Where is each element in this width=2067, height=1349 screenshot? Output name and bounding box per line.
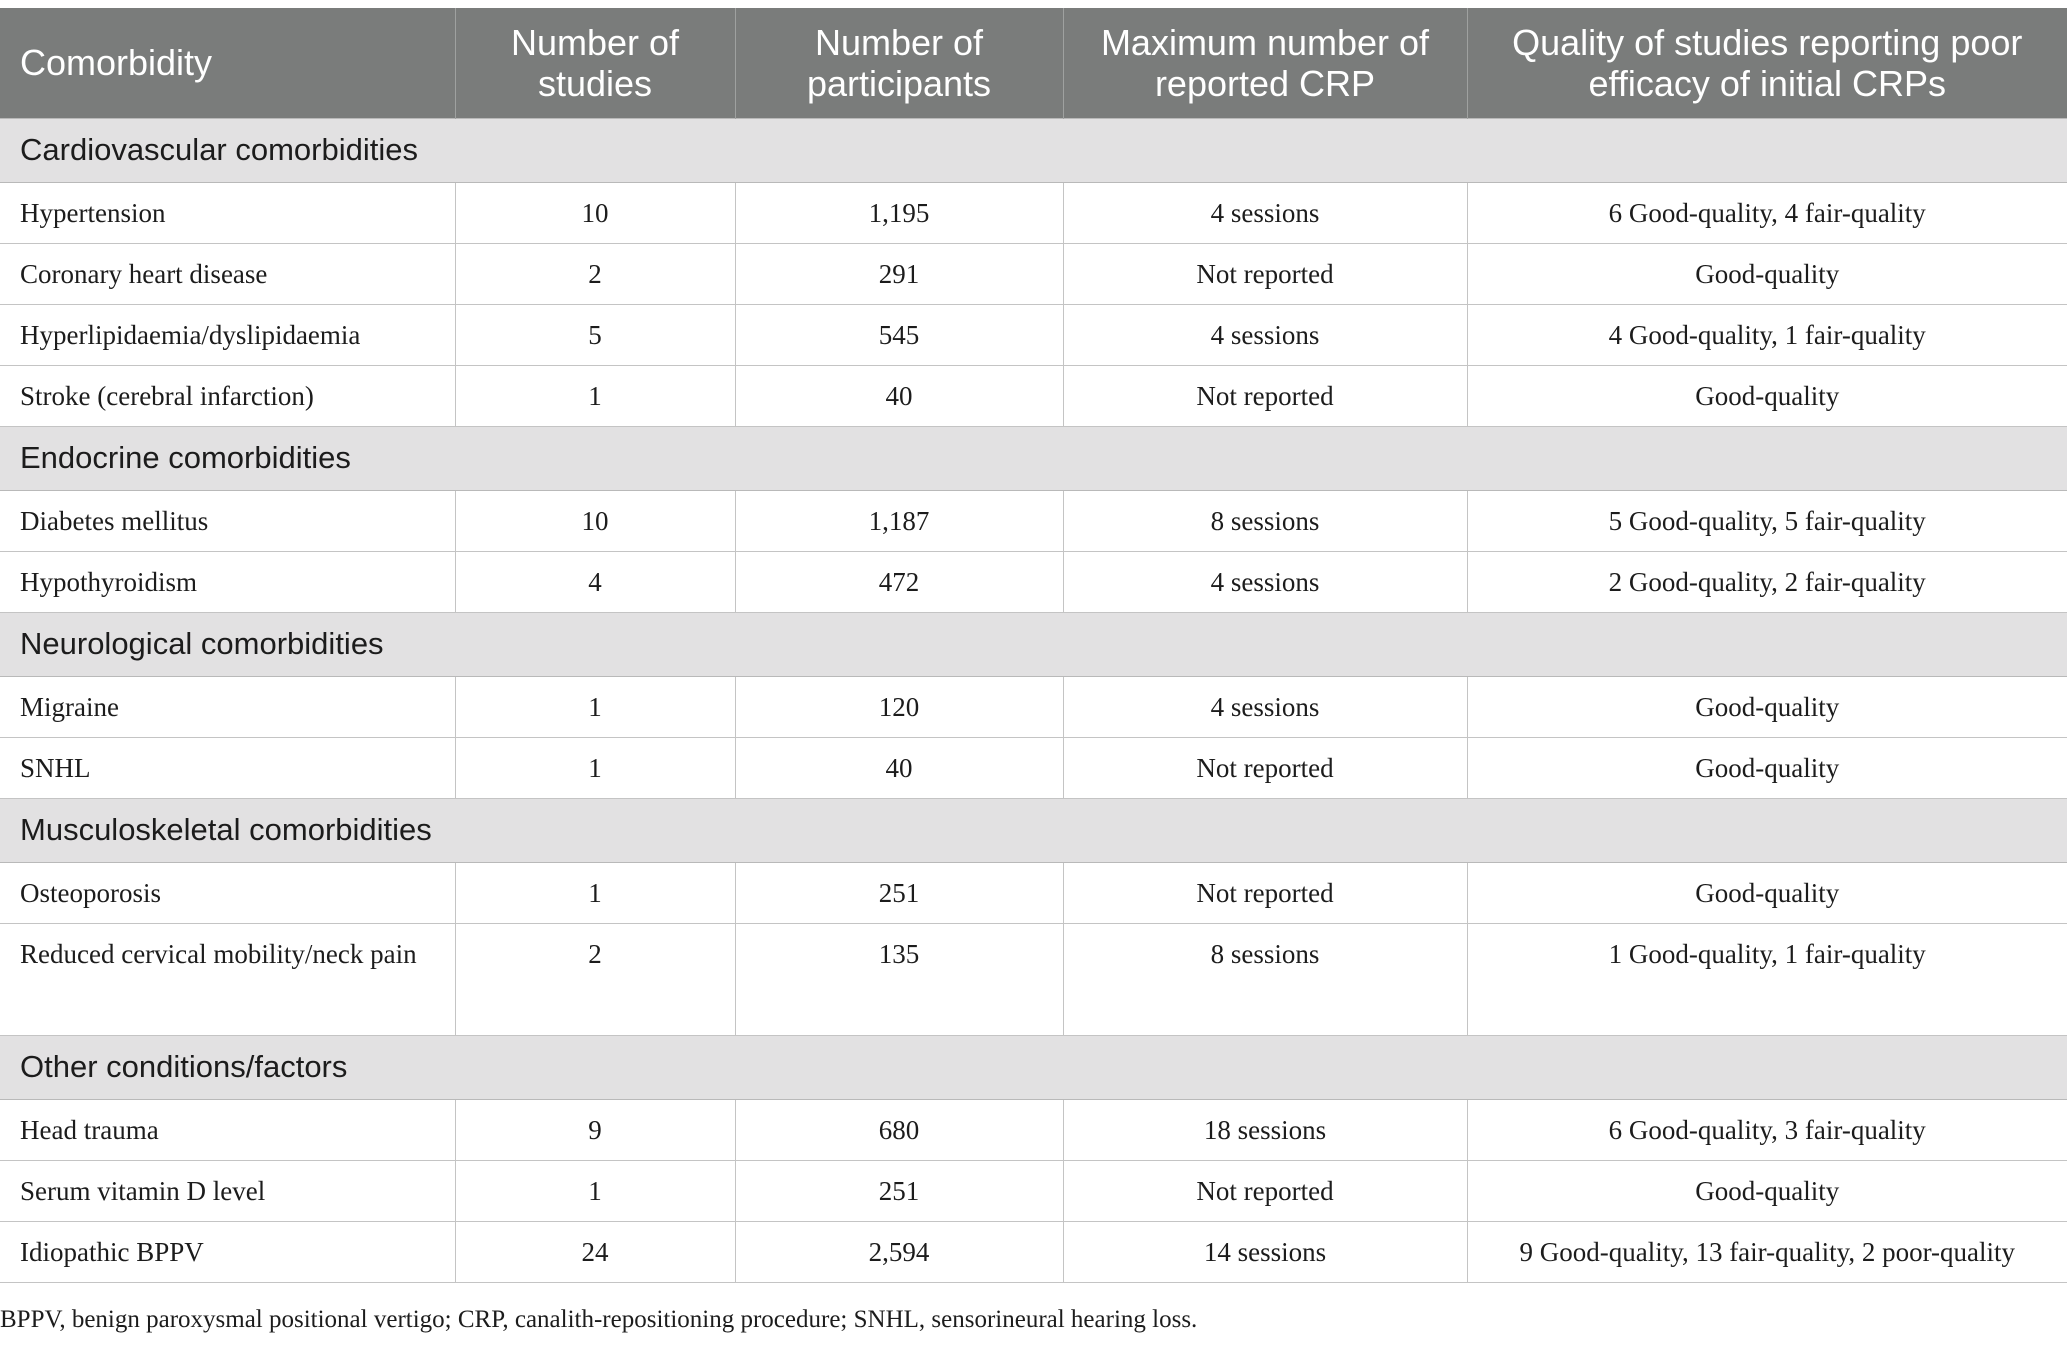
cell-studies: 10 (455, 490, 735, 551)
table-header (0, 8, 2067, 118)
cell-participants: 251 (735, 862, 1063, 923)
cell-comorbidity: Stroke (cerebral infarction) (0, 365, 455, 426)
cell-participants: 251 (735, 1160, 1063, 1221)
table-row (0, 923, 2067, 1035)
cell-studies: 4 (455, 551, 735, 612)
cell-studies: 24 (455, 1221, 735, 1282)
cell-quality: Good-quality (1467, 243, 2067, 304)
cell-max-crp: 4 sessions (1063, 182, 1467, 243)
cell-max-crp: 8 sessions (1063, 490, 1467, 551)
cell-studies: 5 (455, 304, 735, 365)
cell-comorbidity: Osteoporosis (0, 862, 455, 923)
table-row (0, 862, 2067, 923)
cell-comorbidity: Hyperlipidaemia/dyslipidaemia (0, 304, 455, 365)
cell-comorbidity: Serum vitamin D level (0, 1160, 455, 1221)
cell-max-crp: 4 sessions (1063, 304, 1467, 365)
comorbidity-table (0, 8, 2067, 1283)
cell-participants: 135 (735, 923, 1063, 1035)
cell-quality: 5 Good-quality, 5 fair-quality (1467, 490, 2067, 551)
table-row (0, 182, 2067, 243)
table-row (0, 1221, 2067, 1282)
cell-comorbidity: Head trauma (0, 1099, 455, 1160)
cell-participants: 291 (735, 243, 1063, 304)
cell-studies: 10 (455, 182, 735, 243)
cell-max-crp: 14 sessions (1063, 1221, 1467, 1282)
cell-studies: 1 (455, 1160, 735, 1221)
table-row (0, 243, 2067, 304)
table-footnote: BPPV, benign paroxysmal positional vertigo; CRP, canalith-repositioning procedure; SNHL, sensorineural hearing loss. (0, 1306, 1198, 1333)
cell-quality: 9 Good-quality, 13 fair-quality, 2 poor-quality (1467, 1221, 2067, 1282)
section-row (0, 426, 2067, 490)
cell-max-crp: Not reported (1063, 243, 1467, 304)
cell-participants: 40 (735, 737, 1063, 798)
table-row (0, 737, 2067, 798)
section-row (0, 118, 2067, 182)
header-quality-of-studies: Quality of studies reporting poor efficacy of initial CRPs (1467, 8, 2067, 118)
header-maximum-crp: Maximum number of reported CRP (1063, 8, 1467, 118)
cell-comorbidity: Hypertension (0, 182, 455, 243)
section-row (0, 1035, 2067, 1099)
table-row (0, 490, 2067, 551)
cell-participants: 40 (735, 365, 1063, 426)
cell-quality: Good-quality (1467, 737, 2067, 798)
table-row (0, 304, 2067, 365)
cell-quality: Good-quality (1467, 1160, 2067, 1221)
section-title: Cardiovascular comorbidities (0, 118, 2067, 182)
cell-comorbidity: SNHL (0, 737, 455, 798)
cell-participants: 120 (735, 676, 1063, 737)
cell-quality: Good-quality (1467, 862, 2067, 923)
header-comorbidity: Comorbidity (0, 8, 455, 118)
cell-studies: 2 (455, 923, 735, 1035)
cell-comorbidity: Idiopathic BPPV (0, 1221, 455, 1282)
header-number-of-studies: Number of studies (455, 8, 735, 118)
cell-comorbidity: Hypothyroidism (0, 551, 455, 612)
section-row (0, 612, 2067, 676)
cell-participants: 2,594 (735, 1221, 1063, 1282)
cell-studies: 1 (455, 676, 735, 737)
cell-comorbidity: Diabetes mellitus (0, 490, 455, 551)
cell-quality: 6 Good-quality, 3 fair-quality (1467, 1099, 2067, 1160)
cell-quality: Good-quality (1467, 676, 2067, 737)
table-row (0, 1099, 2067, 1160)
cell-comorbidity: Migraine (0, 676, 455, 737)
table-body (0, 118, 2067, 1282)
cell-quality: Good-quality (1467, 365, 2067, 426)
table-row (0, 1160, 2067, 1221)
cell-studies: 2 (455, 243, 735, 304)
section-title: Musculoskeletal comorbidities (0, 798, 2067, 862)
table-row (0, 365, 2067, 426)
cell-comorbidity: Coronary heart disease (0, 243, 455, 304)
section-title: Other conditions/factors (0, 1035, 2067, 1099)
cell-comorbidity: Reduced cervical mobility/neck pain (0, 923, 455, 1035)
cell-participants: 1,187 (735, 490, 1063, 551)
cell-studies: 1 (455, 365, 735, 426)
cell-max-crp: Not reported (1063, 862, 1467, 923)
cell-quality: 6 Good-quality, 4 fair-quality (1467, 182, 2067, 243)
cell-max-crp: 4 sessions (1063, 676, 1467, 737)
cell-participants: 1,195 (735, 182, 1063, 243)
cell-quality: 2 Good-quality, 2 fair-quality (1467, 551, 2067, 612)
header-number-of-participants: Number of participants (735, 8, 1063, 118)
cell-max-crp: Not reported (1063, 737, 1467, 798)
cell-participants: 472 (735, 551, 1063, 612)
cell-max-crp: 4 sessions (1063, 551, 1467, 612)
table-row (0, 676, 2067, 737)
cell-max-crp: 18 sessions (1063, 1099, 1467, 1160)
cell-quality: 4 Good-quality, 1 fair-quality (1467, 304, 2067, 365)
cell-studies: 1 (455, 737, 735, 798)
section-title: Neurological comorbidities (0, 612, 2067, 676)
section-row (0, 798, 2067, 862)
table-row (0, 551, 2067, 612)
cell-studies: 9 (455, 1099, 735, 1160)
cell-max-crp: 8 sessions (1063, 923, 1467, 1035)
cell-max-crp: Not reported (1063, 1160, 1467, 1221)
header-row (0, 8, 2067, 118)
cell-participants: 545 (735, 304, 1063, 365)
section-title: Endocrine comorbidities (0, 426, 2067, 490)
cell-studies: 1 (455, 862, 735, 923)
cell-quality: 1 Good-quality, 1 fair-quality (1467, 923, 2067, 1035)
cell-participants: 680 (735, 1099, 1063, 1160)
cell-max-crp: Not reported (1063, 365, 1467, 426)
